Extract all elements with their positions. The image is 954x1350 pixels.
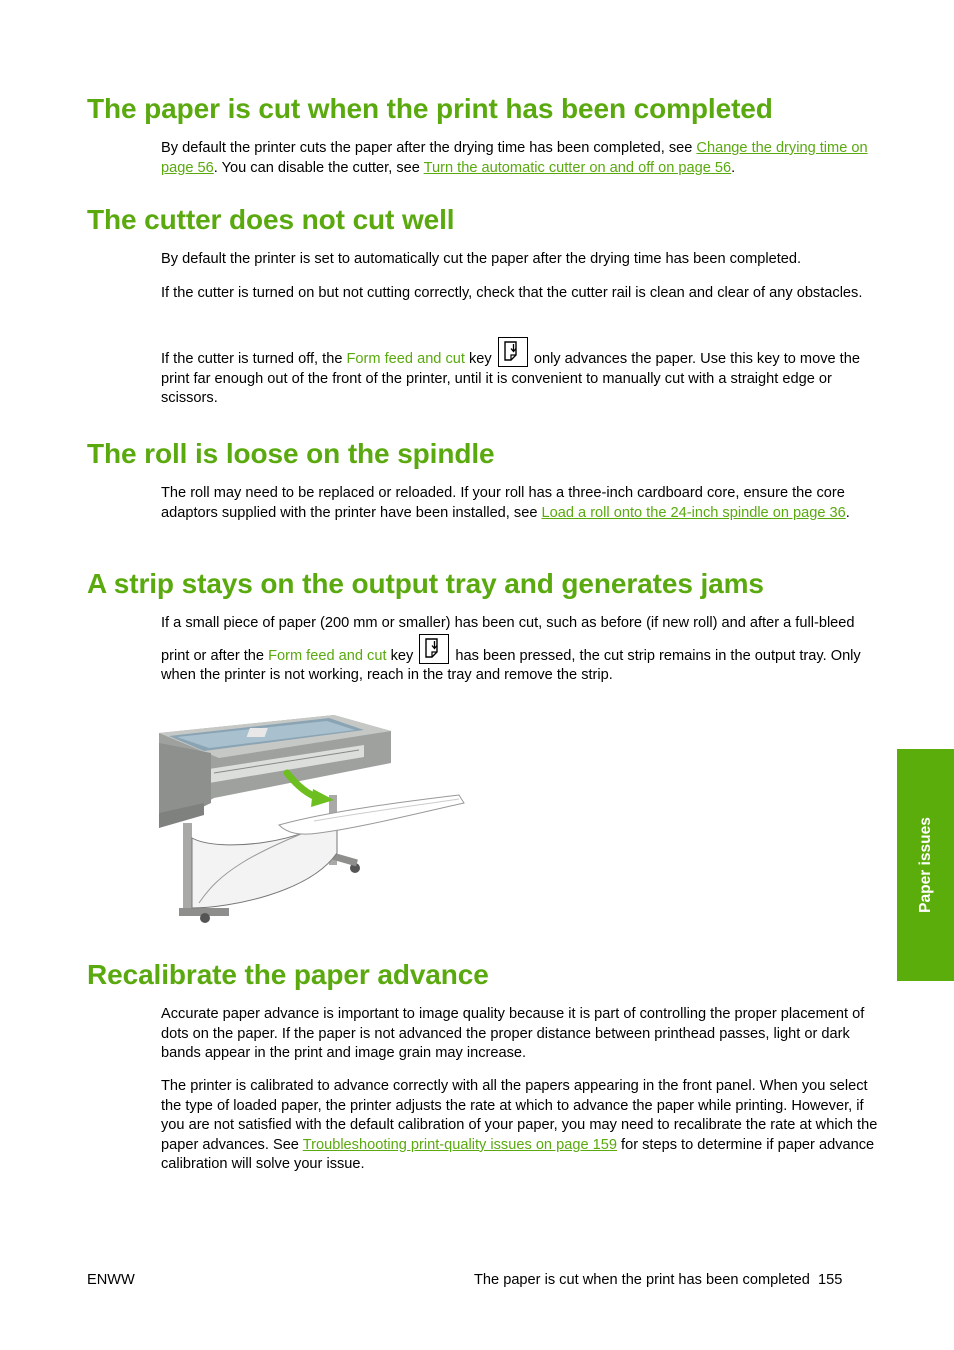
- text: The printer is calibrated to advance correctly with all the papers appearing in the front panel. When you select the type of loaded paper, the printer adjusts the rate at which to advance the paper while printing. However, if you are not satisfied with the default calibration of your paper, you may need to recalibrate the rate at which the paper advances. See: [161, 1078, 878, 1153]
- heading-paper-cut-completed: The paper is cut when the print has been completed: [87, 93, 773, 124]
- paragraph-cut-default: [161, 139, 883, 178]
- ui-form-feed-and-cut: Form feed and cut: [346, 351, 465, 367]
- footer-left: ENWW: [87, 1272, 135, 1288]
- printer-output-tray-illustration: [159, 703, 469, 928]
- form-feed-and-cut-icon: [419, 634, 449, 664]
- side-tab-label: Paper issues: [916, 817, 934, 913]
- text: key: [386, 647, 418, 664]
- text: . You can disable the cutter, see: [213, 159, 424, 176]
- heading-recalibrate: Recalibrate the paper advance: [87, 959, 489, 990]
- heading-roll-loose: The roll is loose on the spindle: [87, 438, 495, 469]
- paragraph-strip-jams: [161, 614, 883, 686]
- page-number: 155: [817, 1272, 843, 1288]
- paragraph-recalibrate-default: [161, 1077, 883, 1175]
- form-feed-and-cut-icon: [498, 337, 528, 367]
- link-change-drying-time[interactable]: Change the drying time on page 56: [161, 140, 868, 176]
- text: only advances the paper. Use this key to move the print far enough out of the front of the printer, until it is convenient to manually cut with a straight edge or scissors.: [161, 351, 860, 407]
- paragraph-recalibrate-importance: Accurate paper advance is important to image quality because it is part of controlling the proper placement of dots on the paper. If the paper is not advanced the proper distance between printhead passes, light or dark bands appear in the print and image grain may increase.: [161, 1006, 865, 1062]
- text: The roll may need to be replaced or reloaded. If your roll has a three-inch cardboard core, ensure the core adaptors supplied with the printer have been installed, see: [161, 485, 845, 521]
- side-tab-paper-issues[interactable]: [897, 749, 954, 981]
- footer-right: [474, 1272, 842, 1288]
- text: for steps to determine if paper advance calibration will solve your issue.: [161, 1136, 875, 1173]
- paragraph-cutter-check-rail: If the cutter is turned on but not cutting correctly, check that the cutter rail is clean and clear of any obstacles.: [161, 285, 863, 301]
- text: key: [464, 351, 496, 367]
- footer-title: The paper is cut when the print has been completed: [474, 1272, 810, 1288]
- text: has been pressed, the cut strip remains in the output tray. Only when the printer is not working, reach in the tray and remove the strip.: [161, 647, 861, 684]
- text: By default the printer cuts the paper after the drying time has been completed, see: [161, 140, 697, 156]
- text: .: [731, 159, 736, 176]
- paragraph-cutter-default: By default the printer is set to automatically cut the paper after the drying time has been completed.: [161, 251, 802, 267]
- heading-cutter-not-cut-well: The cutter does not cut well: [87, 204, 455, 235]
- text: If a small piece of paper (200 mm or smaller) has been cut, such as before (if new roll) and after a full-bleed print or after the: [161, 615, 855, 664]
- heading-strip-jams: A strip stays on the output tray and generates jams: [87, 568, 764, 599]
- ui-form-feed-and-cut: Form feed and cut: [268, 647, 387, 664]
- paragraph-cutter-turned-off: [161, 337, 883, 409]
- text: .: [845, 504, 850, 521]
- link-turn-cutter-on-off[interactable]: Turn the automatic cutter on and off on page 56: [423, 159, 732, 176]
- text: If the cutter is turned off, the: [161, 351, 347, 367]
- link-load-roll-spindle[interactable]: Load a roll onto the 24-inch spindle on page 36: [541, 504, 846, 521]
- paragraph-roll-loose: [161, 484, 883, 523]
- link-troubleshooting-print-quality[interactable]: Troubleshooting print-quality issues on page 159: [302, 1136, 617, 1153]
